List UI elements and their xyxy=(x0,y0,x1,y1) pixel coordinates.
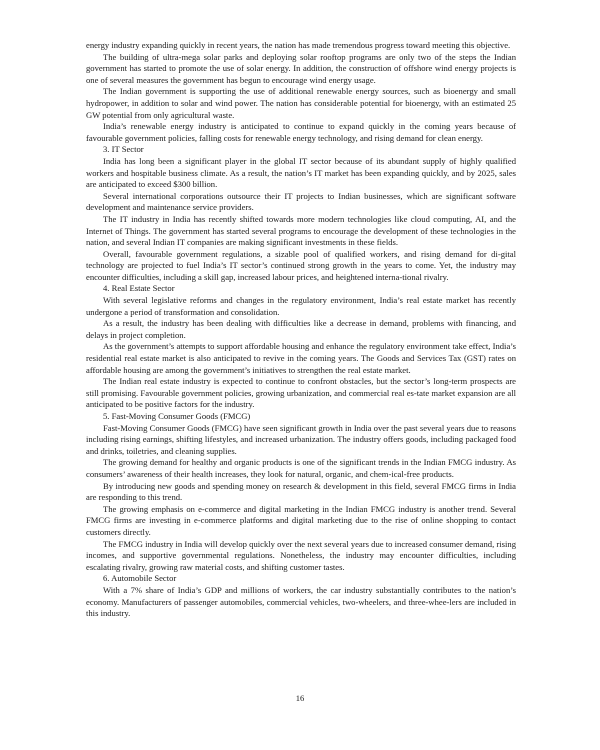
paragraph: Several international corporations outsource their IT projects to Indian businesses, which are significant software development and maintenance service providers. xyxy=(86,190,516,213)
section-heading-real-estate-sector: 4. Real Estate Sector xyxy=(103,283,175,294)
paragraph: With a 7% share of India’s GDP and millions of workers, the car industry substantially contributes to the nation’s economy. Manufacturers of passenger automobiles, commercial vehicles, two-wheelers, and three-whee-lers are included in this industry. xyxy=(86,584,516,619)
paragraph: With several legislative reforms and changes in the regulatory environment, India’s real estate market has recently undergone a period of transformation and consolidation. xyxy=(86,295,516,317)
paragraph-continued: energy industry expanding quickly in recent years, the nation has made tremendous progress toward meeting this objective. xyxy=(86,40,511,50)
paragraph: Fast-Moving Consumer Goods (FMCG) have seen significant growth in India over the past several years due to reasons including rising earnings, shifting lifestyles, and increased urbanization. The industry offers goods, including packaged food and drinks, toiletries, and cleaning supplies. xyxy=(86,422,516,456)
paragraph: Overall, favourable government regulations, a sizable pool of qualified workers, and rising demand for di-gital technology are projected to fuel India’s IT sector’s continued strong growth in the years to come. Yet, the industry may encounter difficulties, including a skill gap, increased labour prices, and heightened interna-tional rivalry. xyxy=(86,248,516,282)
paragraph: The growing demand for healthy and organic products is one of the significant trends in the Indian FMCG industry. As consumers’ awareness of their health increases, they look for natural, organic, and chem-ical-free products. xyxy=(86,457,516,479)
paragraph: The growing emphasis on e-commerce and digital marketing in the Indian FMCG industry is another trend. Several FMCG firms are investing in e-commerce platforms and digital marketing due to the rise of online shopping to contact customers directly. xyxy=(86,503,516,537)
section-heading-automobile-sector: 6. Automobile Sector xyxy=(103,573,177,584)
section-heading-it-sector: 3. IT Sector xyxy=(103,144,144,155)
paragraph: India’s renewable energy industry is anticipated to continue to expand quickly in the coming years because of favourable government policies, falling costs for renewable energy technology, and rising demand for clean energy. xyxy=(86,121,516,143)
paragraph: By introducing new goods and spending money on research & development in this field, several FMCG firms in India are responding to this trend. xyxy=(86,480,516,503)
paragraph: The FMCG industry in India will develop quickly over the next several years due to increased consumer demand, rising incomes, and supportive governmental regulations. Nonetheless, the industry may encounter difficulties, including escalating rivalry, growing raw material costs, and shifting customer tastes. xyxy=(86,538,516,572)
paragraph: As a result, the industry has been dealing with difficulties like a decrease in demand, problems with financing, and delays in project completion. xyxy=(86,318,516,340)
paragraph: The Indian government is supporting the use of additional renewable energy sources, such as bioenergy and small hydropower, in addition to solar and wind power. The nation has considerable potential for bioenergy, with an estimated 25 GW potential from only agricultural waste. xyxy=(86,86,516,120)
paragraph: The IT industry in India has recently shifted towards more modern technologies like cloud computing, AI, and the Internet of Things. The government has started several programs to encourage the development of these technologies in the nation, and several Indian IT companies are making significant investments in these fields. xyxy=(86,213,516,248)
paragraph: India has long been a significant player in the global IT sector because of its abundant supply of highly qualified workers and hospitable business climate. As a result, the nation’s IT market has been expanding quickly, and by 2025, sales are anticipated to exceed $300 billion. xyxy=(86,155,516,190)
paragraph: The building of ultra-mega solar parks and deploying solar rooftop programs are only two of the steps the Indian government has started to promote the use of solar energy. In addition, the construction of offshore wind energy projects is one of several measures the government has begun to encourage wind energy usage. xyxy=(86,51,516,85)
paragraph: As the government’s attempts to support affordable housing and enhance the regulatory environment take effect, India’s residential real estate market is also anticipated to revive in the coming years. The Goods and Services Tax (GST) rates on affordable housing are among the government’s initiatives to strengthen the real estate market. xyxy=(86,341,516,375)
paragraph: The Indian real estate industry is expected to continue to confront obstacles, but the sector’s long-term prospects are still promising. Favourable government policies, growing urbanization, and commercial real es-tate market expansion are all anticipated to be positive factors for the industry. xyxy=(86,376,516,410)
body-text xyxy=(86,40,516,620)
section-heading-fmcg: 5. Fast-Moving Consumer Goods (FMCG) xyxy=(103,411,251,421)
page-number: 16 xyxy=(295,693,305,703)
